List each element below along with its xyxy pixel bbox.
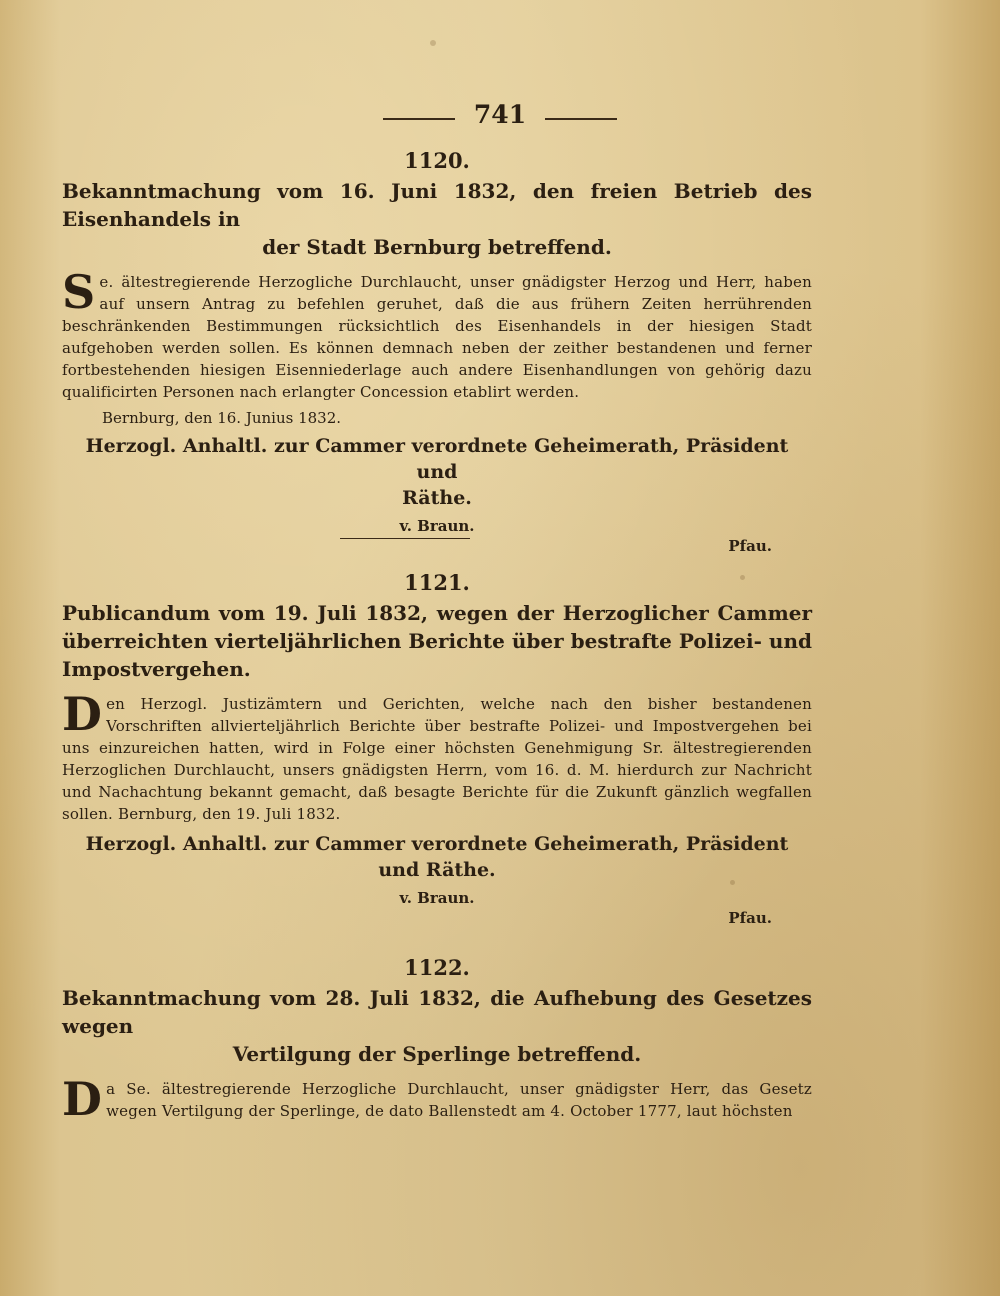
body-text: e. ältestregierende Herzogliche Durchlaucht, unser gnädigster Herzog und Herr, haben auf unsern Antrag zu befehlen geruhet, daß die aus frühern Zeiten herrührenden beschränkenden Bestimmungen rücksichtlich des Eisenhandels in der hiesigen Stadt aufgehoben werden sollen. Es können demnach neben der zeither bestandenen und ferner fortbestehenden hiesigen Eisenniederlage auch andere Eisenhandlungen von gehörig dazu qualificirten Personen nach erlangter Concession etablirt werden. [62, 273, 812, 401]
signature-line2: und Räthe. [378, 859, 496, 881]
signer-right: Pfau. [728, 909, 772, 927]
section-title-line1: Bekanntmachung vom 16. Juni 1832, den freien Betrieb des Eisenhandels in [62, 179, 812, 231]
body-text: a Se. ältestregierende Herzogliche Durchlaucht, unser gnädigster Herr, das Gesetz wegen Vertilgung der Sperlinge, de dato Ballenstedt am 4. October 1777, laut höchsten [106, 1080, 812, 1120]
section-number: 1121. [404, 570, 470, 595]
section-1122 [62, 955, 812, 1126]
section-number: 1122. [404, 955, 470, 980]
drop-capital: D [62, 1072, 103, 1126]
signature-line2: Räthe. [402, 487, 472, 509]
signer-name: v. Braun. [399, 889, 475, 907]
signer-right: Pfau. [728, 537, 772, 555]
header-rule-right [545, 118, 617, 120]
section-title-line1: Publicandum vom 19. Juli 1832, wegen der Herzoglicher Cammer überreichten [62, 601, 812, 653]
signature-block [62, 831, 812, 883]
section-number: 1120. [404, 148, 470, 173]
header-rule-left [383, 118, 455, 120]
ink-stain [430, 40, 436, 46]
section-divider [340, 538, 470, 539]
section-1120 [62, 148, 812, 555]
section-title-line2: Vertilgung der Sperlinge betreffend. [232, 1042, 642, 1066]
signature-line1: Herzogl. Anhaltl. zur Cammer verordnete Geheimerath, Präsident [85, 833, 789, 855]
section-title-line2: vierteljährlichen Berichte über bestrafte Polizei- und Impostvergehen. [62, 629, 812, 681]
section-body [62, 265, 812, 403]
body-text: en Herzogl. Justizämtern und Gerichten, welche nach den bisher bestandenen Vorschriften allvierteljährlich Berichte über bestrafte Polizei- und Impostvergehen bei uns einzureichen hatten, wird in Folge einer höchsten Genehmigung Sr. ältestregierenden Herzoglichen Durchlaucht, unsers gnädigsten Herrn, vom 16. d. M. hierdurch zur Nachricht und Nachachtung bekannt gemacht, daß besagte Berichte für die Zukunft gänzlich wegfallen sollen. Bernburg, den 19. Juli 1832. [62, 695, 812, 823]
section-title [62, 984, 812, 1068]
signer-name: v. Braun. [399, 517, 475, 535]
section-1121 [62, 570, 812, 927]
section-title [62, 599, 812, 683]
drop-capital: S [62, 265, 96, 319]
section-title-line1: Bekanntmachung vom 28. Juli 1832, die Aufhebung des Gesetzes wegen [62, 986, 812, 1038]
signature-block [62, 433, 812, 511]
place-date: Bernburg, den 16. Junius 1832. [102, 409, 342, 427]
section-title [62, 177, 812, 261]
page-header [0, 100, 1000, 129]
drop-capital: D [62, 687, 103, 741]
page-number: 741 [473, 100, 527, 129]
signature-line1: Herzogl. Anhaltl. zur Cammer verordnete Geheimerath, Präsident und [85, 435, 789, 483]
section-title-line2: der Stadt Bernburg betreffend. [262, 235, 612, 259]
section-body [62, 1072, 812, 1126]
section-body [62, 687, 812, 825]
